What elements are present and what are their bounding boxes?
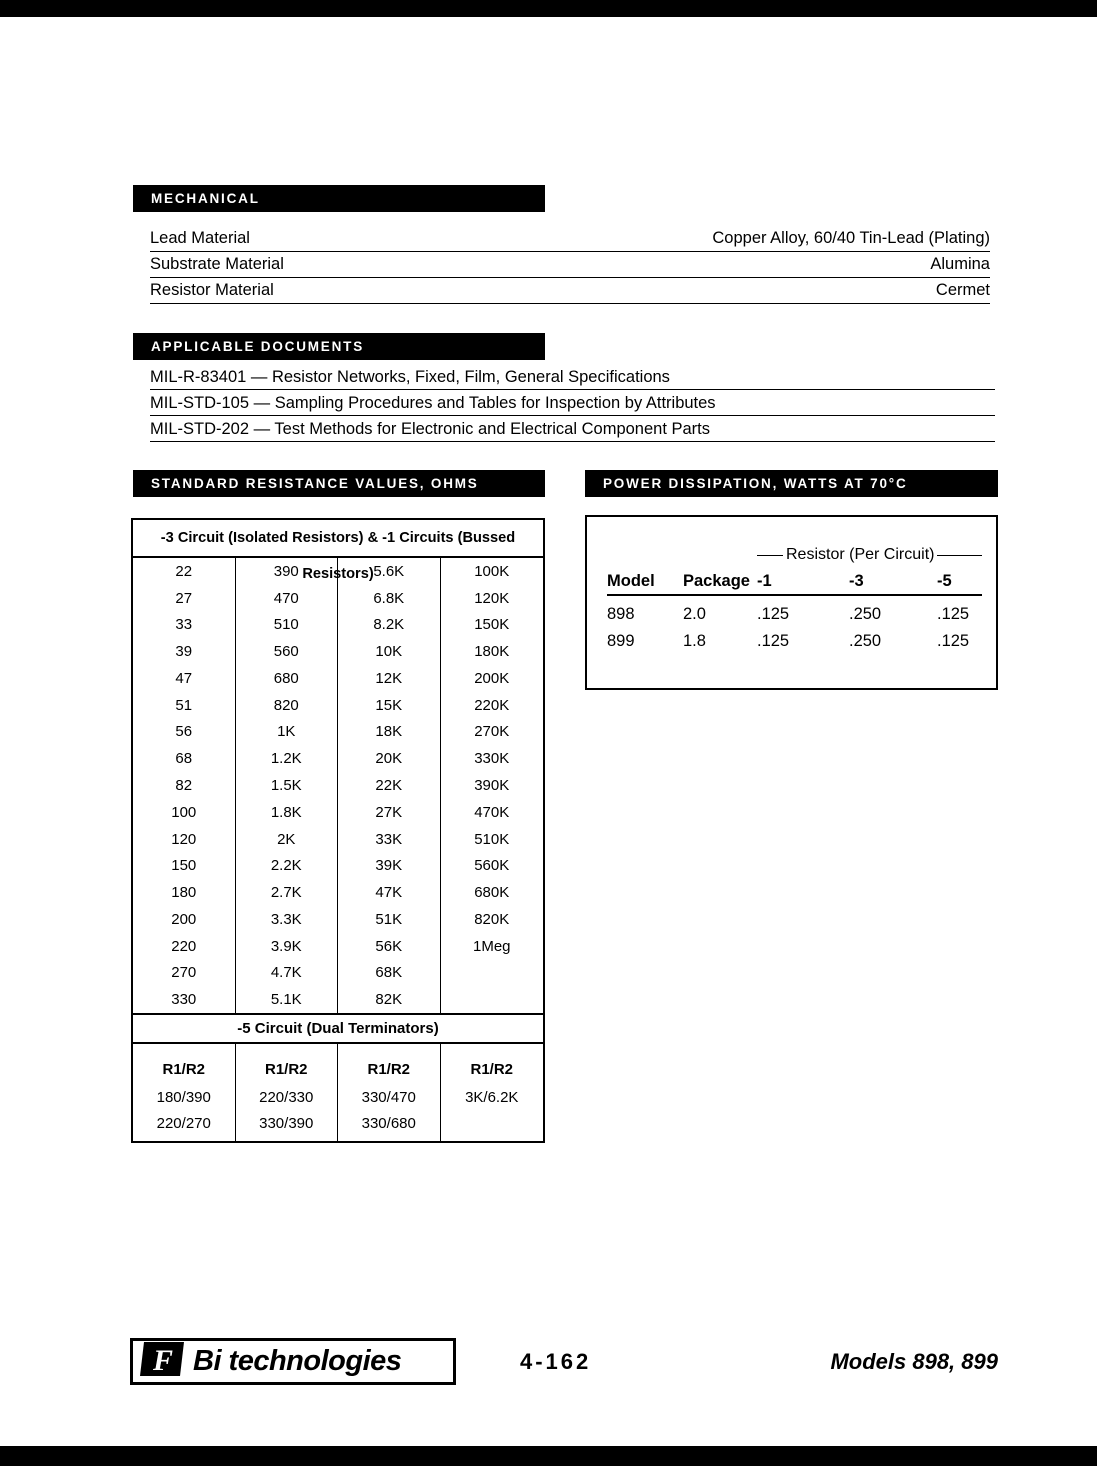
power-column-header: -5: [937, 572, 952, 590]
resistance-value: 390K: [474, 776, 510, 794]
spec-value: Alumina: [930, 255, 990, 273]
resistance-value: 390: [236, 558, 339, 585]
resistance-value: 6.8K: [338, 585, 441, 612]
dual-pad-cell: [133, 1136, 236, 1143]
power-grid: [607, 570, 982, 655]
resistance-value: 220: [133, 933, 236, 960]
resistance-value: 470K: [474, 803, 510, 821]
resistance-value: [441, 986, 544, 1013]
bi-logo-icon: [140, 1341, 184, 1382]
resistance-value: 150K: [474, 616, 510, 634]
resistance-value: 51K: [338, 906, 441, 933]
resistance-value: 47: [133, 665, 236, 692]
dual-terminator-value: 330/470: [338, 1084, 441, 1110]
dual-terminator-header: R1/R2: [133, 1044, 236, 1084]
resistance-value: 2.7K: [236, 879, 339, 906]
resistance-value: 2.2K: [236, 852, 339, 879]
resistance-value: 100: [133, 799, 236, 826]
resistance-value: 82K: [338, 986, 441, 1013]
resistance-value: 27: [133, 585, 236, 612]
dual-pad-cell: [236, 1136, 339, 1143]
resistance-value: 680K: [474, 884, 510, 902]
power-value: .125: [937, 605, 970, 623]
resistance-value: 5.6K: [338, 558, 441, 585]
resistance-value: 330: [133, 986, 236, 1013]
spec-value: Copper Alloy, 60/40 Tin-Lead (Plating): [712, 229, 990, 247]
power-value: .125: [757, 632, 790, 650]
dual-terminator-value: 220/330: [236, 1084, 339, 1110]
power-value: 1.8: [683, 632, 706, 650]
power-value: 898: [607, 605, 635, 623]
resistance-table-title: -3 Circuit (Isolated Resistors) & -1 Circuits (Bussed Resistors): [133, 520, 543, 558]
resistance-grid: [133, 558, 543, 1013]
resistance-value: 100K: [474, 562, 510, 580]
document-line: MIL-R-83401 — Resistor Networks, Fixed, Film, General Specifications: [150, 364, 995, 390]
power-column-header: Model: [607, 572, 655, 590]
power-section-header: POWER DISSIPATION, WATTS AT 70°C: [585, 470, 998, 497]
resistance-value: 68: [133, 745, 236, 772]
resistance-value: 820K: [474, 910, 510, 928]
resistance-value: 510: [236, 612, 339, 639]
resistance-value: 56: [133, 719, 236, 746]
resistance-value: 120: [133, 826, 236, 853]
dual-pad-cell: [338, 1136, 441, 1143]
spec-label: Resistor Material: [150, 281, 274, 299]
resistance-value: 3.9K: [236, 933, 339, 960]
dual-terminator-value: 220/270: [133, 1110, 236, 1136]
resistance-value: 1K: [236, 719, 339, 746]
dual-terminator-header: R1/R2: [236, 1044, 339, 1084]
dual-pad-cell: [441, 1136, 544, 1143]
resistance-value: 39: [133, 638, 236, 665]
resistance-value: 39K: [338, 852, 441, 879]
logo-box: [130, 1338, 456, 1385]
resistance-value: 220K: [474, 696, 510, 714]
resistance-value: 47K: [338, 879, 441, 906]
resistance-value: 200K: [474, 669, 510, 687]
resistance-value: 680: [236, 665, 339, 692]
spec-row: [150, 278, 990, 304]
resistance-value: 15K: [338, 692, 441, 719]
dual-terminator-value: [441, 1110, 544, 1136]
spec-label: Lead Material: [150, 229, 250, 247]
resistance-value: 56K: [338, 933, 441, 960]
spec-label: Substrate Material: [150, 255, 284, 273]
resistance-value: [441, 959, 544, 986]
resistance-value: 180: [133, 879, 236, 906]
resistance-value: 150: [133, 852, 236, 879]
page-number: 4-162: [520, 1349, 592, 1374]
power-column-header: -3: [849, 572, 864, 590]
resistance-value: 18K: [338, 719, 441, 746]
resistance-value: 200: [133, 906, 236, 933]
span-dash-left: [757, 555, 783, 556]
resistance-value: 22: [133, 558, 236, 585]
power-span-label: Resistor (Per Circuit): [786, 546, 935, 563]
power-column-header: -1: [757, 572, 772, 590]
resistance-value: 270: [133, 959, 236, 986]
resistance-value: 22K: [338, 772, 441, 799]
resistance-value: 10K: [338, 638, 441, 665]
power-value: .125: [937, 632, 970, 650]
power-value: 2.0: [683, 605, 706, 623]
dual-terminator-value: 180/390: [133, 1084, 236, 1110]
applicable-documents-list: [150, 364, 995, 442]
resistance-value: 1.8K: [236, 799, 339, 826]
models-label: Models 898, 899: [830, 1349, 998, 1374]
resistance-value: 510K: [474, 830, 510, 848]
resistance-section-header: STANDARD RESISTANCE VALUES, OHMS: [133, 470, 545, 497]
power-span-label-row: [757, 545, 982, 565]
dual-terminator-value: 3K/6.2K: [465, 1089, 519, 1106]
resistance-value: 20K: [338, 745, 441, 772]
spec-row: [150, 252, 990, 278]
resistance-value: 68K: [338, 959, 441, 986]
dual-terminator-header: R1/R2: [338, 1044, 441, 1084]
span-dash-right: [937, 555, 982, 556]
document-line: MIL-STD-202 — Test Methods for Electronic and Electrical Component Parts: [150, 416, 995, 442]
logo-wordmark: Bi technologies: [193, 1345, 402, 1377]
resistance-value: 51: [133, 692, 236, 719]
spec-row: [150, 226, 990, 252]
resistance-value: 120K: [474, 589, 510, 607]
resistance-value: 8.2K: [338, 612, 441, 639]
resistance-value: 470: [236, 585, 339, 612]
resistance-table: [131, 518, 545, 1143]
resistance-value: 180K: [474, 643, 510, 661]
power-value: .125: [757, 605, 790, 623]
dual-terminator-title: -5 Circuit (Dual Terminators): [133, 1013, 543, 1044]
resistance-value: 4.7K: [236, 959, 339, 986]
resistance-value: 3.3K: [236, 906, 339, 933]
resistance-value: 560K: [474, 857, 510, 875]
mechanical-rows: [150, 226, 990, 304]
dual-terminator-value: 330/390: [236, 1110, 339, 1136]
applicable-documents-header: APPLICABLE DOCUMENTS: [133, 333, 545, 360]
dual-terminator-header: R1/R2: [470, 1061, 514, 1078]
power-value: .250: [849, 605, 882, 623]
resistance-value: 270K: [474, 723, 510, 741]
bottom-rule-bar: [0, 1446, 1097, 1466]
resistance-value: 27K: [338, 799, 441, 826]
resistance-value: 82: [133, 772, 236, 799]
power-value: 899: [607, 632, 635, 650]
resistance-value: 820: [236, 692, 339, 719]
resistance-value: 2K: [236, 826, 339, 853]
document-line: MIL-STD-105 — Sampling Procedures and Tables for Inspection by Attributes: [150, 390, 995, 416]
svg-text:F: F: [153, 1344, 174, 1377]
resistance-value: 330K: [474, 750, 510, 768]
resistance-value: 1.5K: [236, 772, 339, 799]
spec-value: Cermet: [935, 281, 990, 299]
dual-terminator-grid: [133, 1044, 543, 1143]
resistance-value: 1.2K: [236, 745, 339, 772]
power-dissipation-table: [585, 515, 998, 690]
top-rule-bar: [0, 0, 1097, 17]
resistance-value: 1Meg: [472, 937, 511, 955]
mechanical-section-header: MECHANICAL: [133, 185, 545, 212]
resistance-value: 33: [133, 612, 236, 639]
resistance-value: 33K: [338, 826, 441, 853]
resistance-value: 5.1K: [236, 986, 339, 1013]
power-value: .250: [849, 632, 882, 650]
power-header-rule: [607, 594, 982, 596]
power-column-header: Package: [683, 572, 750, 590]
resistance-value: 12K: [338, 665, 441, 692]
resistance-value: 560: [236, 638, 339, 665]
dual-terminator-value: 330/680: [338, 1110, 441, 1136]
